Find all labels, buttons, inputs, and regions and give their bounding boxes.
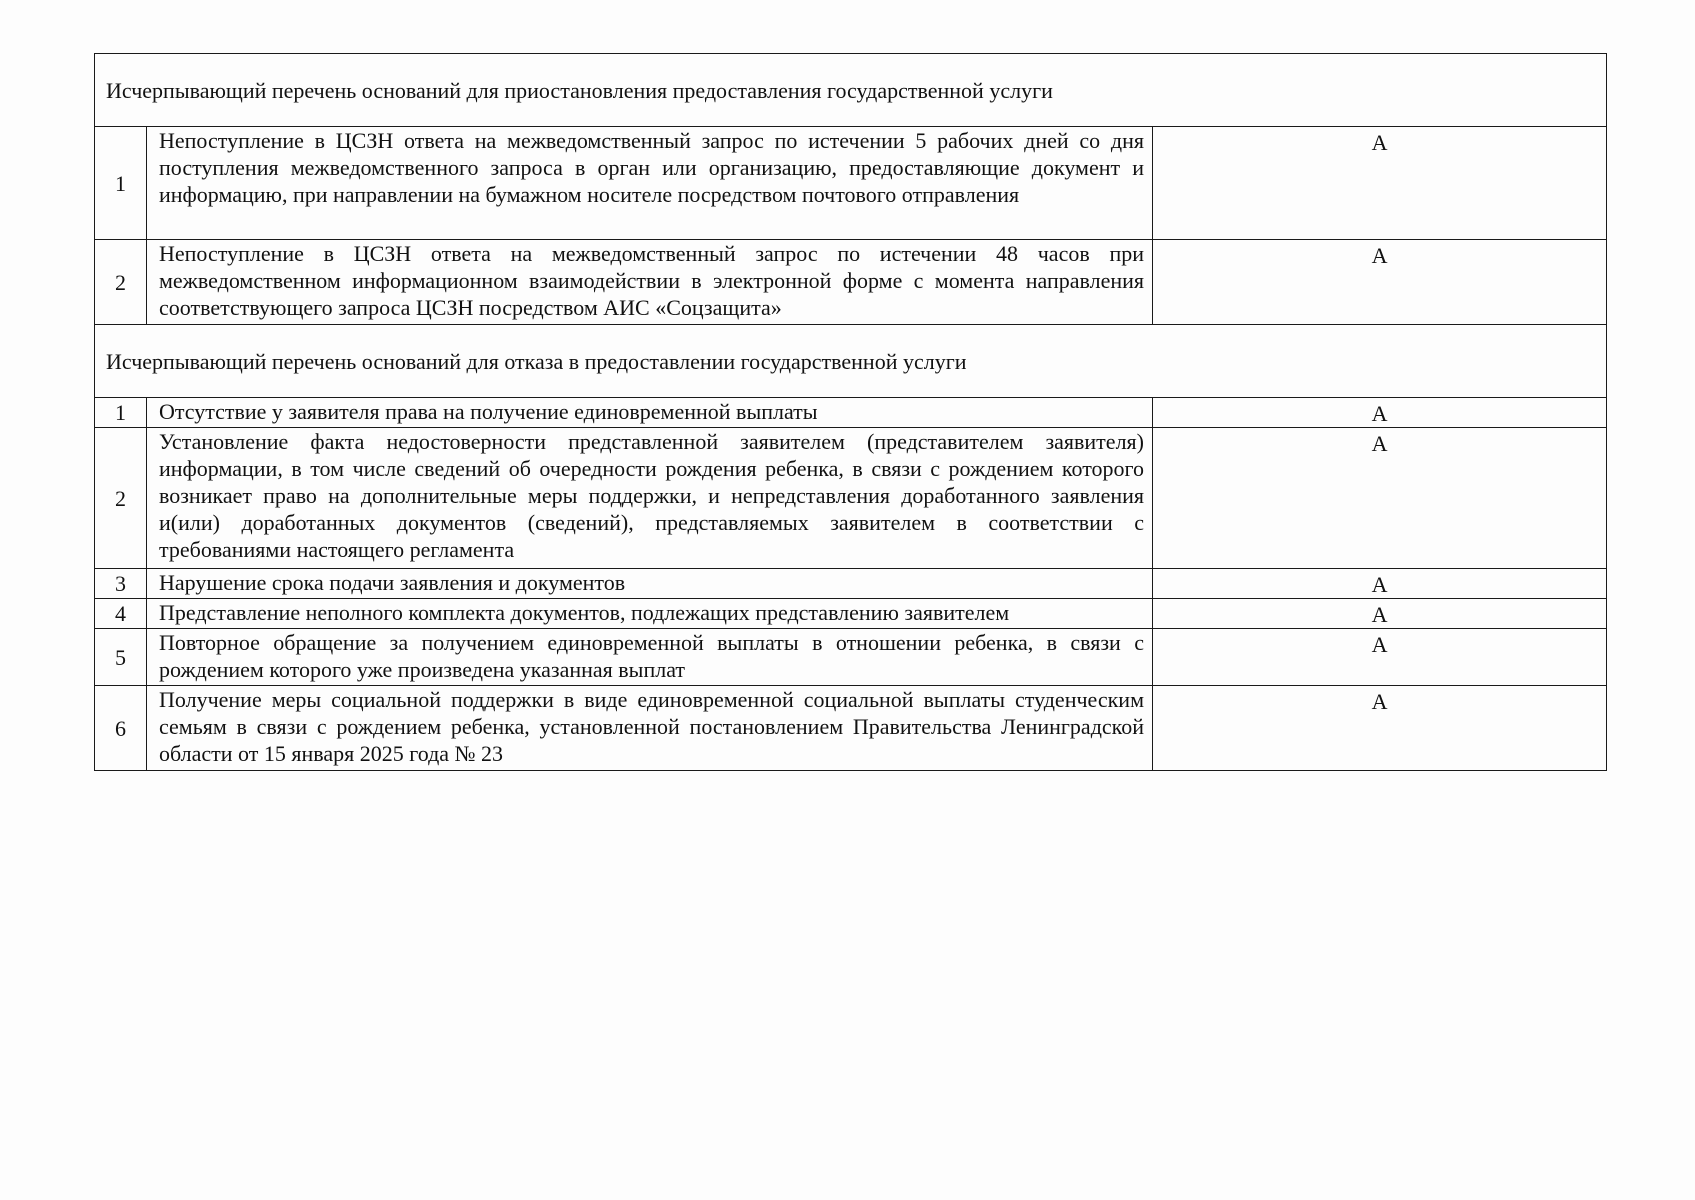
row-value: А [1371, 431, 1388, 456]
row-text: Отсутствие у заявителя права на получение единовременной выплаты [147, 398, 1153, 428]
row-value-cell [1153, 398, 1607, 428]
table-row [95, 240, 1607, 325]
section-header-row [95, 325, 1607, 398]
table-row [95, 629, 1607, 686]
row-text: Получение меры социальной поддержки в виде единовременной социальной выплаты студенческим семьям в связи с рождением ребенка, установленной постановлением Правительства Ленинградской области от 15 января 2025 года № 23 [147, 686, 1153, 771]
suspension-heading: Исчерпывающий перечень оснований для приостановления предоставления государственной услуги [95, 54, 1607, 127]
row-value: А [1371, 689, 1388, 714]
row-number: 4 [95, 599, 147, 629]
row-text: Непоступление в ЦСЗН ответа на межведомственный запрос по истечении 48 часов при межведомственном информационном взаимодействии в электронной форме с момента направления соответствующего запроса ЦСЗН посредством АИС «Соцзащита» [147, 240, 1153, 325]
row-number: 1 [95, 398, 147, 428]
row-value-cell [1153, 127, 1607, 240]
row-text: Представление неполного комплекта документов, подлежащих представлению заявителем [147, 599, 1153, 629]
row-value-cell [1153, 629, 1607, 686]
row-number: 1 [95, 127, 147, 240]
row-value-cell [1153, 240, 1607, 325]
row-value-cell [1153, 599, 1607, 629]
row-number: 3 [95, 569, 147, 599]
row-number: 2 [95, 240, 147, 325]
row-value-cell [1153, 428, 1607, 569]
row-value: А [1371, 243, 1388, 268]
table-row [95, 428, 1607, 569]
refusal-heading: Исчерпывающий перечень оснований для отказа в предоставлении государственной услуги [95, 325, 1607, 398]
table-row [95, 127, 1607, 240]
row-number: 6 [95, 686, 147, 771]
row-value: А [1371, 130, 1388, 155]
row-value: А [1371, 632, 1388, 657]
row-value-cell [1153, 569, 1607, 599]
grounds-table [94, 53, 1607, 771]
row-value: А [1371, 401, 1388, 426]
table-row [95, 398, 1607, 428]
table-row [95, 686, 1607, 771]
row-text: Нарушение срока подачи заявления и документов [147, 569, 1153, 599]
row-text: Повторное обращение за получением единовременной выплаты в отношении ребенка, в связи с рождением которого уже произведена указанная выплат [147, 629, 1153, 686]
row-value: А [1371, 572, 1388, 597]
row-value-cell [1153, 686, 1607, 771]
row-value: А [1371, 602, 1388, 627]
row-number: 5 [95, 629, 147, 686]
row-text: Установление факта недостоверности представленной заявителем (представителем заявителя) информации, в том числе сведений об очередности рождения ребенка, в связи с рождением которого возникает право на дополнительные меры поддержки, и непредставления доработанного заявления и(или) доработанных документов (сведений), представляемых заявителем в соответствии с требованиями настоящего регламента [147, 428, 1153, 569]
row-number: 2 [95, 428, 147, 569]
section-header-row [95, 54, 1607, 127]
table-row [95, 569, 1607, 599]
row-text: Непоступление в ЦСЗН ответа на межведомственный запрос по истечении 5 рабочих дней со дня поступления межведомственного запроса в орган или организацию, предоставляющие документ и информацию, при направлении на бумажном носителе посредством почтового отправления [147, 127, 1153, 240]
table-row [95, 599, 1607, 629]
